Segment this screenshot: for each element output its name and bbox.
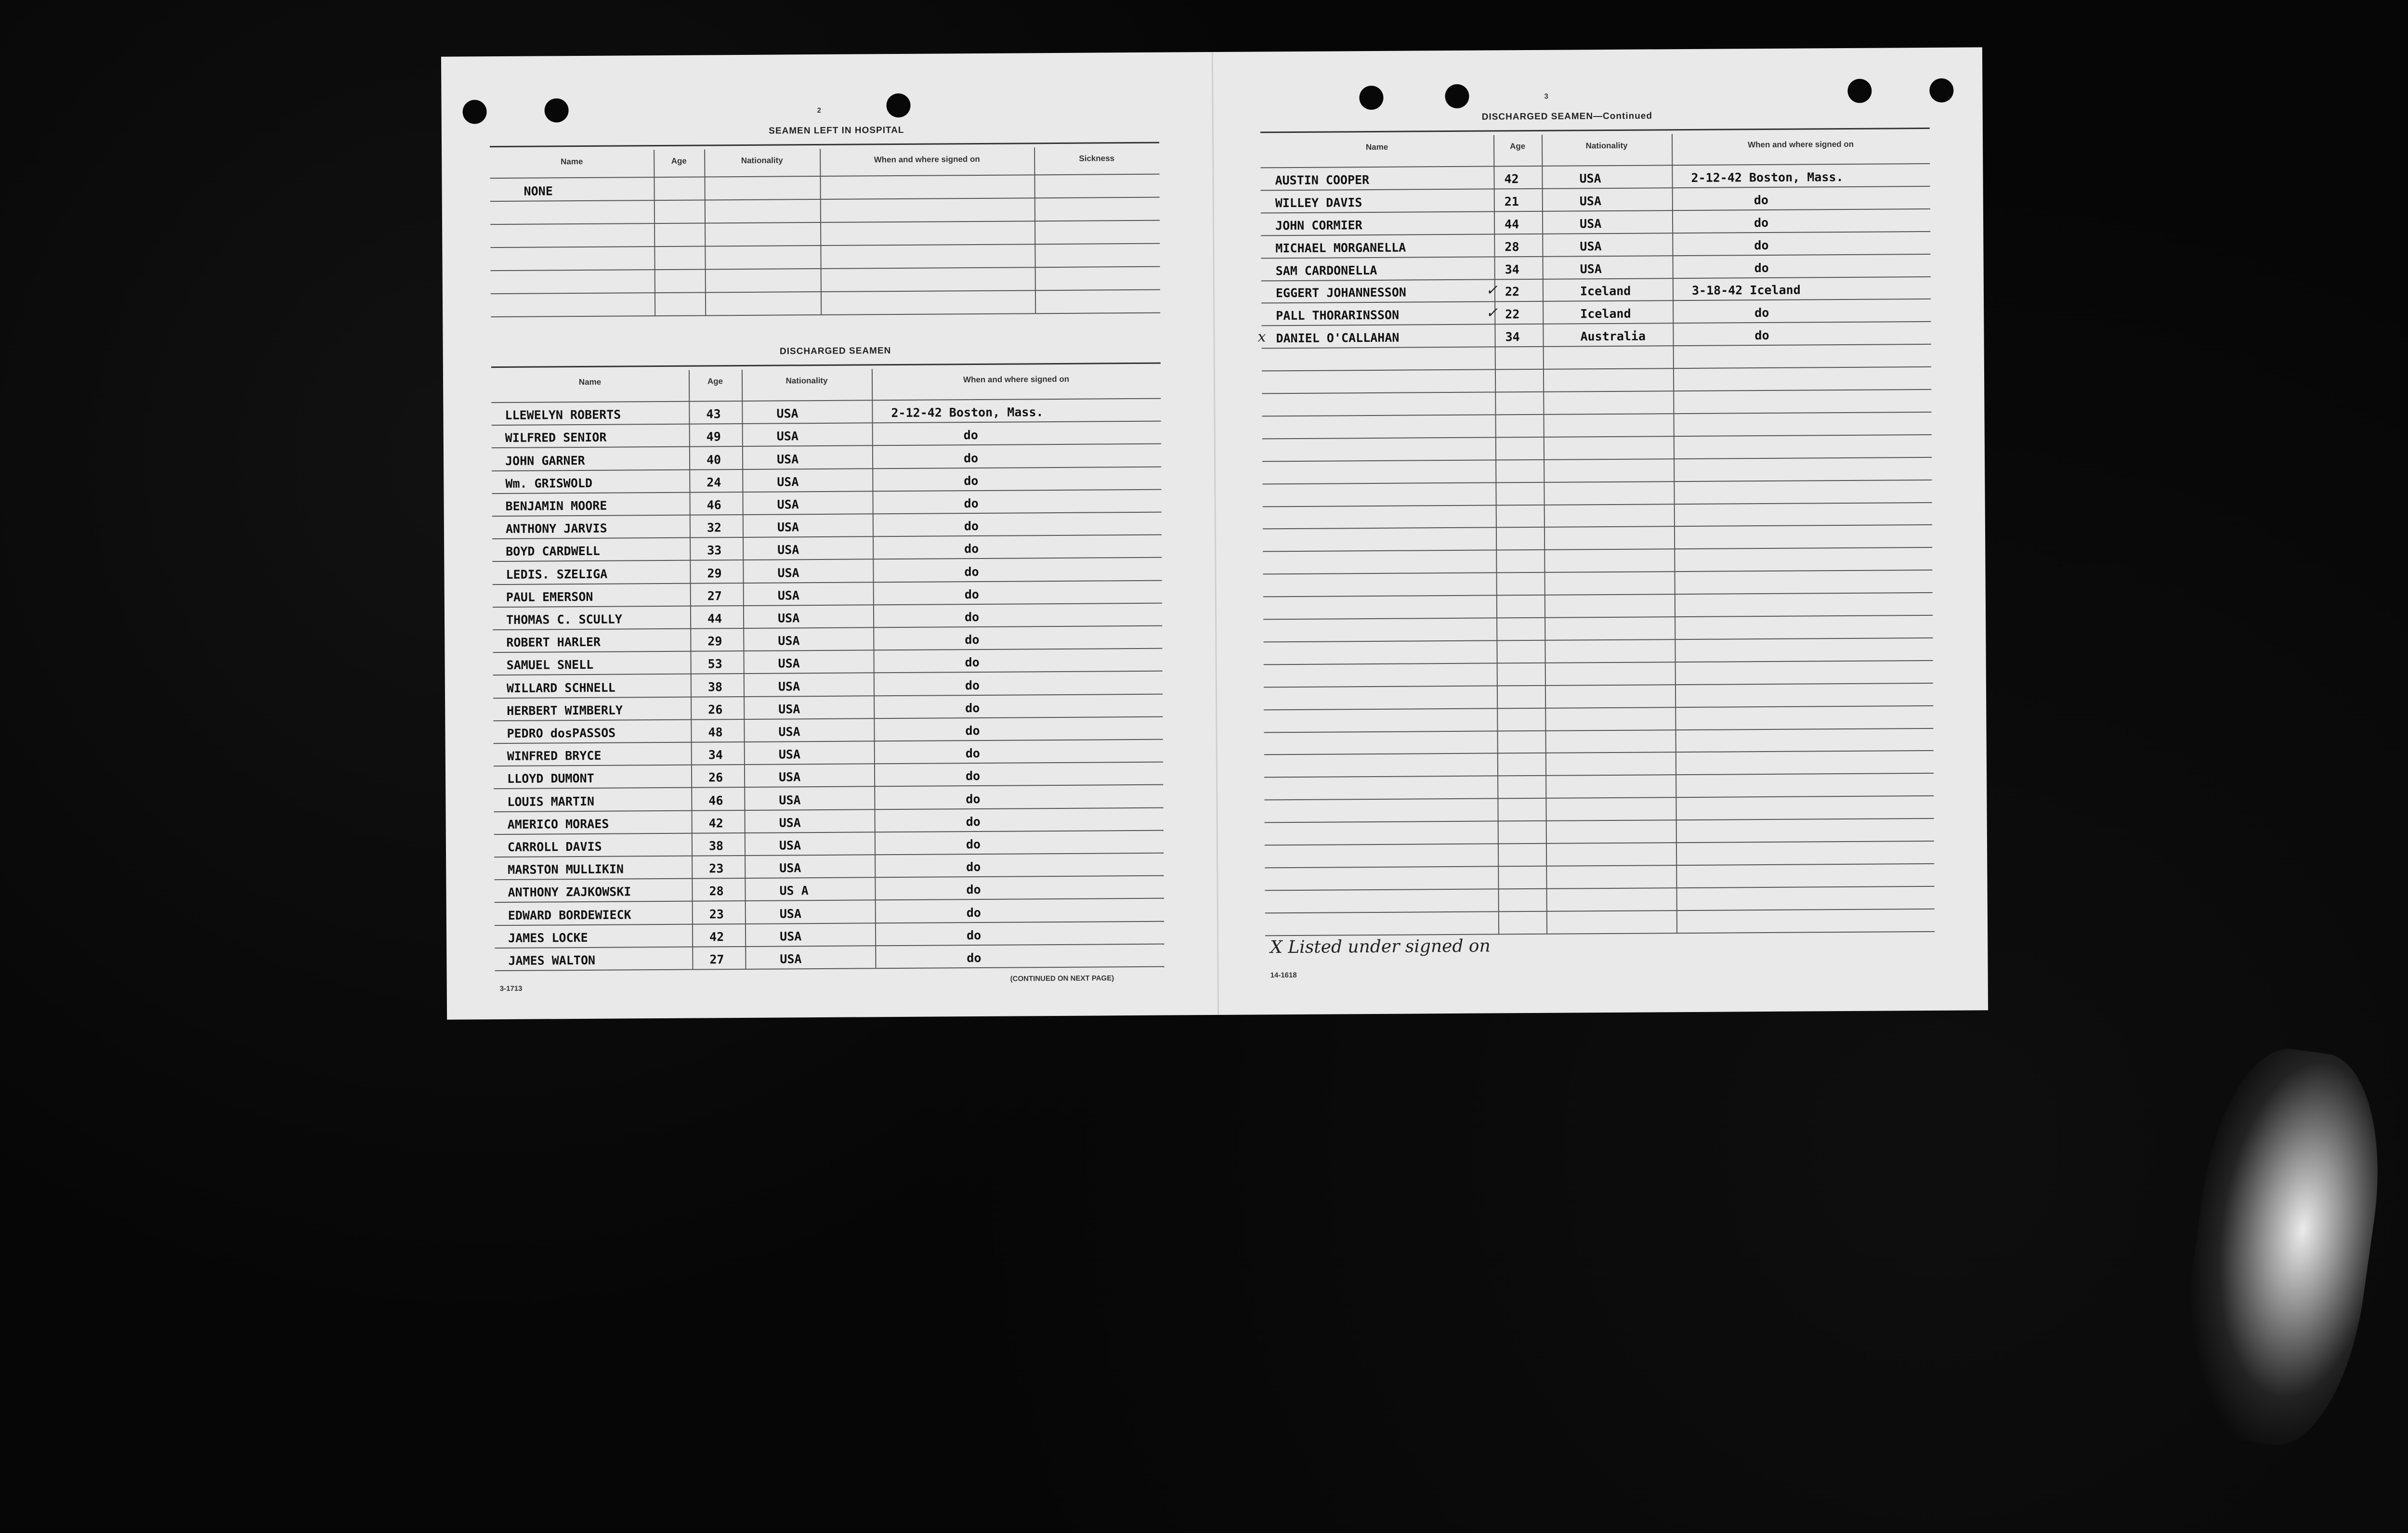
row-rule	[490, 243, 1160, 248]
header-rule	[491, 398, 1161, 403]
table-cell-signed_on: do	[966, 905, 981, 920]
table-cell-age: 48	[708, 725, 723, 740]
row-rule	[1262, 479, 1932, 484]
row-rule	[1264, 683, 1933, 688]
table-cell-age: 29	[707, 634, 722, 649]
table-cell-signed_on: do	[963, 451, 979, 465]
column-header: Name	[1365, 142, 1388, 152]
table-cell-signed_on: do	[964, 473, 979, 488]
table-cell-nationality: USA	[777, 543, 799, 557]
column-divider	[1493, 135, 1499, 934]
column-header: Nationality	[741, 156, 783, 165]
table-cell-nationality: USA	[779, 792, 801, 807]
table-cell-name: JAMES WALTON	[508, 953, 596, 968]
table-cell-nationality: Iceland	[1580, 284, 1631, 299]
column-divider	[872, 369, 877, 968]
table-cell-signed_on: do	[966, 928, 982, 942]
table-cell-signed_on: do	[1754, 328, 1769, 343]
table-cell-signed_on: do	[1754, 215, 1769, 230]
row-rule	[1264, 728, 1934, 732]
row-rule	[1262, 366, 1931, 371]
table-cell-signed_on: do	[965, 723, 980, 738]
left-page	[441, 52, 1217, 1020]
table-cell-nationality: USA	[1579, 194, 1602, 208]
table-cell-signed_on: do	[964, 542, 979, 556]
column-divider	[820, 149, 822, 314]
table-cell-name: PALL THORARINSSON	[1276, 308, 1400, 323]
column-divider	[1034, 147, 1036, 313]
table-cell-name: HERBERT WIMBERLY	[507, 703, 623, 718]
table-cell-age: 53	[707, 657, 722, 671]
table-cell-nationality: USA	[777, 588, 800, 603]
table-cell-signed_on: do	[1754, 238, 1769, 252]
table-cell-age: 34	[1505, 330, 1520, 344]
table-cell-name: WINFRED BRYCE	[507, 748, 602, 764]
column-header: Name	[561, 156, 583, 167]
table-cell-age: 21	[1504, 194, 1519, 209]
table-cell-nationality: USA	[1580, 239, 1602, 253]
table-cell-nationality: USA	[778, 770, 801, 784]
table-cell-nationality: USA	[779, 906, 802, 921]
table-cell-name: PAUL EMERSON	[506, 589, 593, 604]
table-cell-signed_on: do	[966, 883, 981, 897]
table-cell-nationality: USA	[778, 747, 801, 762]
row-rule	[491, 266, 1160, 271]
table-cell-signed_on: 2-12-42 Boston, Mass.	[891, 405, 1044, 420]
table-cell-age: 33	[707, 543, 722, 558]
row-rule	[1265, 818, 1934, 823]
table-cell-nationality: USA	[778, 634, 800, 648]
table-cell-signed_on: do	[965, 655, 980, 670]
table-cell-signed_on: do	[1754, 193, 1768, 207]
table-cell-age: 46	[708, 793, 723, 808]
table-cell-signed_on: 3-18-42 Iceland	[1691, 283, 1801, 298]
row-rule	[490, 220, 1160, 225]
table-cell-signed_on: do	[965, 633, 980, 647]
rule	[491, 363, 1161, 368]
row-rule	[495, 943, 1164, 948]
continued-note: (CONTINUED ON NEXT PAGE)	[1010, 974, 1114, 983]
table-cell-signed_on: 2-12-42 Boston, Mass.	[1691, 169, 1844, 185]
table-cell-signed_on: do	[964, 610, 980, 624]
table-cell-age: 28	[709, 884, 724, 898]
table-cell-nationality: US A	[779, 883, 809, 898]
table-cell-age: 26	[708, 770, 723, 785]
column-header: Name	[578, 377, 602, 387]
table-cell-nationality: Australia	[1580, 329, 1646, 344]
column-header: Age	[707, 377, 723, 386]
table-cell-nationality: USA	[779, 838, 801, 853]
row-rule	[1263, 524, 1932, 529]
table-cell-signed_on: do	[964, 564, 979, 579]
row-rule	[492, 466, 1161, 471]
rule	[490, 142, 1159, 147]
table-cell-nationality: Iceland	[1580, 307, 1631, 321]
table-cell-name: LLEWELYN ROBERTS	[505, 407, 621, 423]
table-cell-signed_on: do	[1754, 306, 1769, 320]
table-cell-name: MARSTON MULLIKIN	[508, 862, 624, 877]
page-number: 2	[817, 106, 822, 115]
table-cell-name: WILFRED SENIOR	[505, 430, 607, 445]
column-header: Age	[671, 156, 687, 166]
table-cell-name: NONE	[523, 184, 553, 198]
row-rule	[1262, 412, 1932, 416]
table-cell-nationality: USA	[778, 679, 800, 694]
row-rule	[1265, 886, 1935, 891]
table-cell-age: 27	[709, 952, 724, 967]
table-cell-signed_on: do	[965, 701, 980, 715]
table-cell-nationality: USA	[1579, 171, 1601, 186]
table-cell-name: LEDIS. SZELIGA	[506, 567, 608, 582]
table-cell-name: LOUIS MARTIN	[507, 794, 595, 809]
table-cell-age: 44	[1504, 217, 1519, 231]
table-cell-name: BENJAMIN MOORE	[505, 498, 607, 513]
table-cell-signed_on: do	[965, 769, 981, 783]
row-rule	[1264, 660, 1933, 665]
row-rule	[491, 289, 1160, 294]
table-cell-age: 27	[707, 589, 722, 603]
column-divider	[689, 370, 694, 969]
table-cell-name: AMERICO MORAES	[507, 817, 609, 831]
table-cell-nationality: USA	[776, 452, 799, 467]
table-cell-signed_on: do	[964, 496, 979, 511]
table-cell-age: 34	[708, 748, 723, 762]
table-cell-name: PEDRO dosPASSOS	[507, 726, 616, 741]
table-cell-name: JOHN GARNER	[505, 453, 585, 468]
row-rule	[1265, 841, 1934, 845]
table-cell-name: SAMUEL SNELL	[506, 658, 594, 673]
row-rule	[1263, 570, 1933, 574]
row-rule	[1264, 705, 1933, 710]
table-cell-signed_on: do	[963, 428, 978, 442]
row-rule	[1262, 457, 1932, 462]
table-cell-nationality: USA	[778, 725, 800, 739]
table-cell-name: JOHN CORMIER	[1275, 218, 1362, 233]
column-divider	[742, 370, 746, 969]
table-cell-nationality: USA	[777, 520, 799, 534]
table-cell-signed_on: do	[966, 860, 981, 874]
table-cell-nationality: USA	[777, 475, 799, 489]
table-cell-age: 38	[708, 839, 724, 853]
handwritten-note: X Listed under signed on	[1270, 936, 1491, 958]
row-rule	[1263, 637, 1933, 642]
column-header: When and where signed on	[963, 374, 1070, 385]
table-cell-age: 40	[706, 452, 721, 467]
table-cell-name: LLOYD DUMONT	[507, 771, 594, 786]
table-cell-age: 43	[706, 407, 721, 421]
page-number: 3	[1544, 92, 1548, 101]
row-rule	[1265, 909, 1935, 913]
table-cell-name: EDWARD BORDEWIECK	[508, 908, 631, 922]
table-cell-age: 32	[707, 520, 722, 535]
column-header: Nationality	[1585, 141, 1628, 151]
table-cell-nationality: USA	[779, 861, 801, 875]
table-cell-nationality: USA	[776, 429, 798, 443]
row-rule	[1262, 389, 1931, 394]
document-sheet	[441, 47, 1988, 1020]
table-cell-signed_on: do	[967, 950, 982, 965]
header-rule	[490, 174, 1159, 179]
table-cell-signed_on: do	[966, 837, 981, 852]
row-rule	[491, 312, 1160, 317]
table-cell-name: CARROLL DAVIS	[507, 839, 602, 854]
table-cell-name: ANTHONY ZAJKOWSKI	[508, 884, 631, 900]
table-cell-age: 46	[707, 498, 721, 512]
table-cell-age: 42	[1504, 172, 1519, 186]
table-cell-signed_on: do	[964, 587, 979, 601]
column-divider	[1672, 134, 1677, 933]
table-cell-age: 44	[707, 611, 722, 626]
table-cell-name: Wm. GRISWOLD	[505, 476, 593, 491]
table-cell-nationality: USA	[779, 816, 801, 830]
table-cell-age: 42	[708, 816, 723, 831]
right-page	[1212, 47, 1988, 1015]
table-cell-nationality: USA	[776, 406, 798, 421]
table-cell-signed_on: do	[965, 746, 980, 761]
row-rule	[1262, 434, 1932, 439]
table-cell-name: SAM CARDONELLA	[1275, 263, 1377, 278]
handwritten-mark: x	[1257, 328, 1266, 346]
table-cell-signed_on: do	[964, 519, 979, 533]
row-rule	[1263, 547, 1932, 552]
form-number: 3-1713	[499, 984, 523, 993]
column-header: When and where signed on	[874, 154, 980, 165]
table-cell-age: 34	[1505, 262, 1519, 276]
discharged-title: DISCHARGED SEAMEN	[779, 346, 891, 357]
table-cell-signed_on: do	[966, 814, 981, 829]
handwritten-mark: ✓	[1486, 304, 1498, 322]
table-cell-name: ROBERT HARLER	[506, 635, 601, 650]
table-cell-age: 38	[707, 679, 723, 694]
table-cell-age: 22	[1505, 285, 1520, 299]
handwritten-mark: ✓	[1485, 282, 1498, 299]
table-cell-age: 26	[708, 702, 723, 717]
table-cell-age: 23	[709, 907, 724, 922]
table-cell-age: 29	[707, 566, 722, 581]
row-rule	[1263, 502, 1932, 507]
row-rule	[490, 197, 1160, 202]
table-cell-signed_on: do	[1754, 260, 1769, 275]
table-cell-nationality: USA	[778, 702, 800, 716]
table-cell-name: BOYD CARDWELL	[506, 544, 600, 559]
table-cell-name: DANIEL O'CALLAHAN	[1276, 330, 1400, 346]
column-divider	[1542, 135, 1547, 934]
table-cell-age: 23	[709, 861, 724, 876]
table-cell-name: WILLARD SCHNELL	[506, 680, 615, 695]
row-rule	[1264, 795, 1934, 800]
table-cell-nationality: USA	[777, 611, 800, 625]
table-cell-name: THOMAS C. SCULLY	[506, 612, 622, 627]
table-cell-name: MICHAEL MORGANELLA	[1275, 240, 1406, 255]
table-cell-nationality: USA	[777, 497, 799, 512]
table-cell-signed_on: do	[965, 678, 980, 692]
header-rule	[1260, 163, 1930, 168]
column-header: Nationality	[785, 376, 828, 386]
table-cell-name: AUSTIN COOPER	[1275, 172, 1370, 188]
rule	[1260, 128, 1930, 133]
table-cell-name: WILLEY DAVIS	[1275, 195, 1362, 210]
row-rule	[1264, 750, 1934, 755]
table-cell-nationality: USA	[780, 929, 802, 944]
table-cell-nationality: USA	[778, 656, 800, 671]
table-cell-name: EGGERT JOHANNESSON	[1275, 285, 1406, 300]
column-divider	[704, 149, 706, 315]
row-rule	[1264, 773, 1934, 778]
row-rule	[1263, 615, 1933, 620]
table-cell-age: 22	[1505, 307, 1520, 322]
column-header: Age	[1509, 142, 1526, 151]
table-cell-nationality: USA	[1579, 216, 1602, 231]
row-rule	[1263, 592, 1933, 597]
form-number: 14-1618	[1270, 971, 1297, 980]
continued-title: DISCHARGED SEAMEN—Continued	[1481, 111, 1653, 122]
column-divider	[654, 150, 655, 315]
column-header: Sickness	[1079, 154, 1115, 163]
table-cell-age: 49	[706, 429, 721, 444]
hospital-title: SEAMEN LEFT IN HOSPITAL	[769, 125, 904, 136]
table-cell-signed_on: do	[966, 792, 981, 806]
column-header: When and where signed on	[1747, 139, 1854, 150]
table-cell-nationality: USA	[1580, 261, 1602, 276]
table-cell-nationality: USA	[780, 952, 802, 966]
row-rule	[1265, 931, 1935, 935]
table-cell-name: ANTHONY JARVIS	[505, 521, 607, 536]
table-cell-age: 24	[707, 475, 721, 490]
table-cell-name: JAMES LOCKE	[508, 930, 588, 945]
table-cell-nationality: USA	[777, 565, 799, 580]
table-cell-age: 42	[709, 930, 724, 944]
table-cell-age: 28	[1505, 239, 1519, 254]
row-rule	[1265, 863, 1934, 868]
